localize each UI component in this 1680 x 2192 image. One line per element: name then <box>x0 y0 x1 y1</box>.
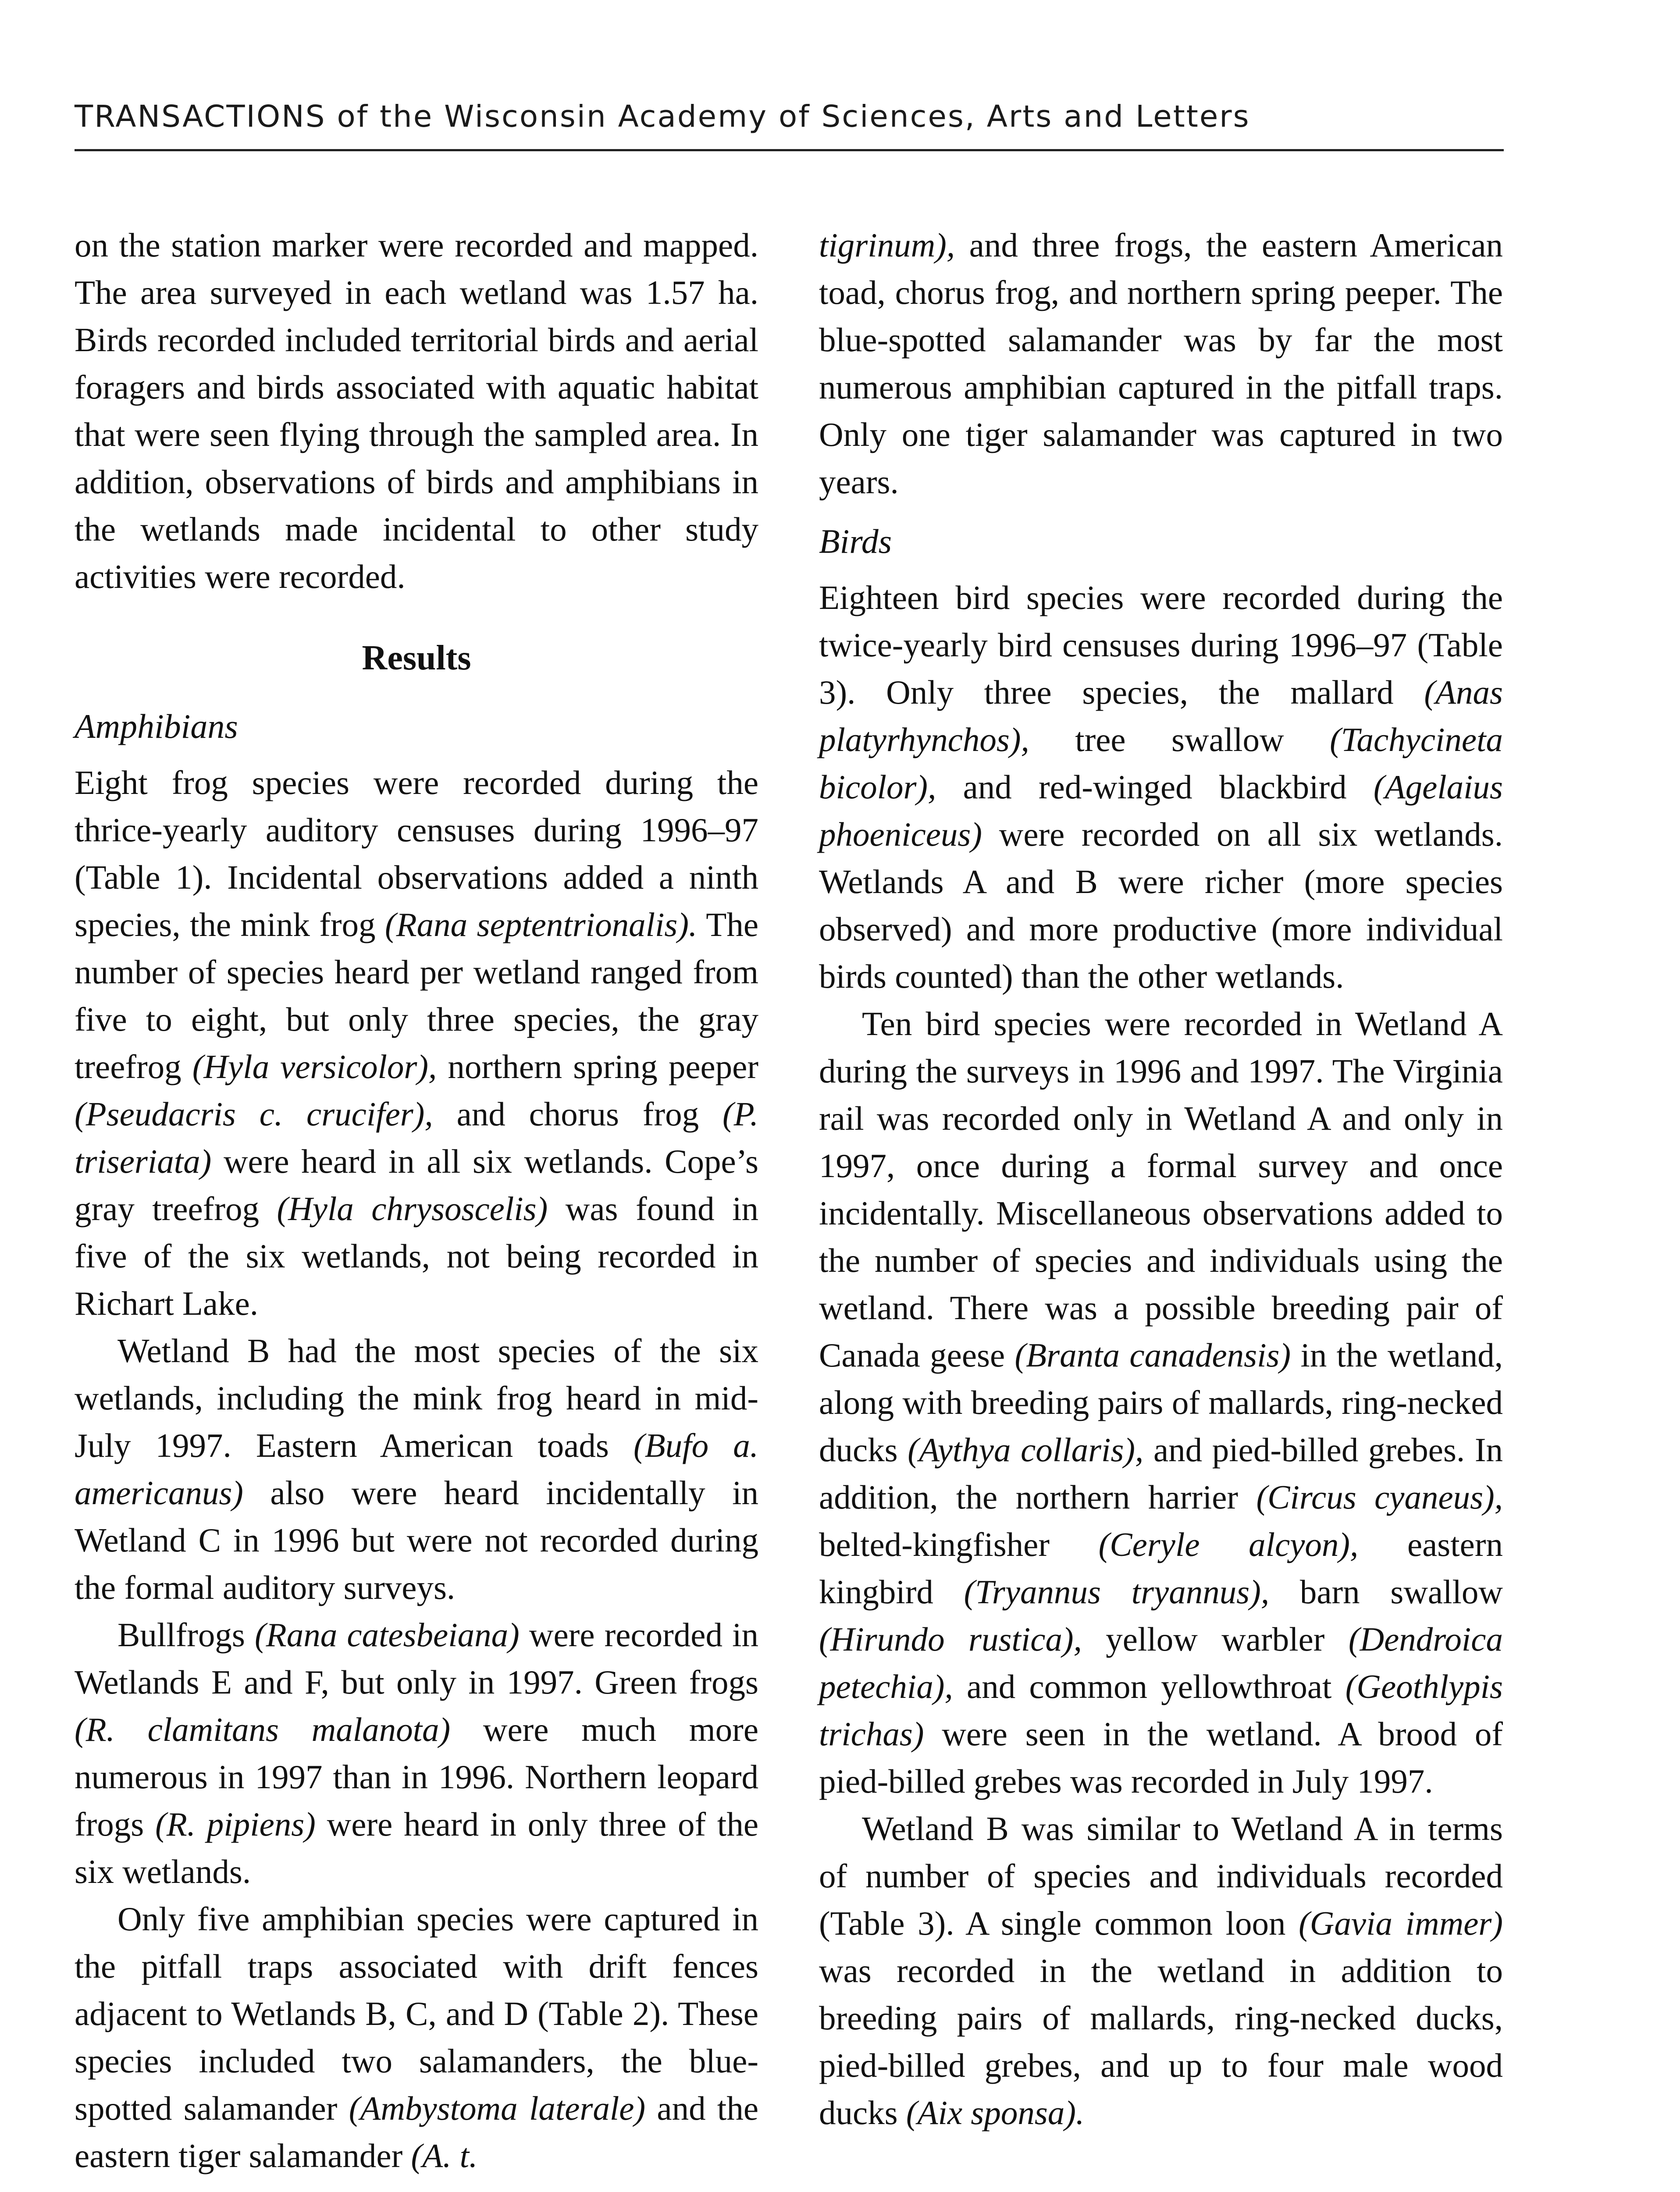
text-run: The number of species heard per wetland ranged from five to eight, but only three species, the gray treefrog <box>75 906 758 1085</box>
species-name: (R. pipiens) <box>155 1805 316 1843</box>
species-name: (Rana catesbeiana) <box>255 1616 520 1654</box>
paragraph-amphibians-4 <box>75 1895 758 2179</box>
text-run: were recorded on all six wetlands. Wetlands A and B were richer (more species observed) and more productive (more individual birds counted) than the other wetlands. <box>819 815 1503 995</box>
text-run: was found in five of the six wetlands, not being recorded in Richart Lake. <box>75 1190 758 1322</box>
species-name: (Rana septentrionalis). <box>385 906 698 943</box>
text-run: in the wetland, along with breeding pairs of mallards, ring-necked ducks <box>819 1336 1503 1469</box>
species-name: (Branta canadensis) <box>1014 1336 1291 1374</box>
text-run: were heard in all six wetlands. Cope’s gray treefrog <box>75 1142 758 1228</box>
paragraph-continuation <box>819 221 1503 505</box>
text-run: Ten bird species were recorded in Wetland A during the surveys in 1996 and 1997. The Virginia rail was recorded only in Wetland A and only in 1997, once during a formal survey and once incidentally. Miscellaneous observations added to the number of species and individuals using the wetland. There was a possible breeding pair of Canada geese <box>819 1005 1503 1374</box>
text-run: were much more numerous in 1997 than in 1996. Northern leopard frogs <box>75 1711 759 1843</box>
text-run: were seen in the wetland. A brood of pied-billed grebes was recorded in July 1997. <box>819 1715 1503 1800</box>
text-run: Eight frog species were recorded during the thrice-yearly auditory censuses during 1996–97 (Table 1). Incidental observations added a ninth species, the mink frog <box>75 764 758 943</box>
species-name: (Pseudacris c. crucifer), <box>75 1095 433 1133</box>
species-name: (Aythya collaris), <box>908 1431 1144 1469</box>
species-name: (Hyla chrysoscelis) <box>277 1190 548 1228</box>
left-column <box>75 221 758 2179</box>
text-run: was recorded in the wetland in addition to breeding pairs of mallards, ring-necked ducks, pied-billed grebes, and up to four male wood ducks <box>819 1952 1503 2132</box>
species-name: (Circus cyaneus), <box>1256 1478 1503 1516</box>
species-name: (Dendroica petechia), <box>819 1620 1503 1705</box>
species-name: (Ceryle alcyon), <box>1098 1526 1359 1563</box>
text-run: barn swallow <box>1269 1573 1503 1611</box>
running-header: TRANSACTIONS of the Wisconsin Academy of Sciences, Arts and Letters <box>75 99 1250 134</box>
intro-paragraph: on the station marker were recorded and mapped. The area surveyed in each wetland was 1.57 ha. Birds recorded included territorial birds and aerial foragers and birds associated with aquatic habitat that were seen flying through the sampled area. In addition, observations of birds and amphibians in the wetlands made incidental to other study activities were recorded. <box>75 226 758 595</box>
species-name: (A. t. <box>411 2137 478 2174</box>
species-name: (Anas platyrhynchos), <box>819 673 1503 758</box>
species-name: (Bufo a. americanus) <box>75 1427 758 1512</box>
species-name: (Hyla versicolor), <box>192 1048 437 1085</box>
section-title-results: Results <box>362 639 471 677</box>
species-name: (Ambystoma laterale) <box>349 2089 646 2127</box>
paragraph-birds-3 <box>819 1805 1503 2136</box>
text-run: tree swallow <box>1029 721 1330 758</box>
text-run: Bullfrogs <box>117 1616 255 1654</box>
species-name: tigrinum), <box>819 226 955 264</box>
species-name: (Hirundo rustica), <box>819 1620 1082 1658</box>
species-name: (Gavia immer) <box>1299 1904 1503 1942</box>
text-run: eastern kingbird <box>819 1526 1503 1611</box>
subhead-birds: Birds <box>819 522 892 560</box>
paragraph-birds-2 <box>819 1000 1503 1805</box>
header-rule <box>75 149 1504 151</box>
text-run: yellow warbler <box>1082 1620 1349 1658</box>
species-name: (Geothlypis trichas) <box>819 1668 1503 1753</box>
species-name: (Aix sponsa). <box>906 2094 1085 2132</box>
subhead-amphibians: Amphibians <box>75 707 238 745</box>
text-run: and red-winged blackbird <box>936 768 1374 806</box>
text-run: Only five amphibian species were captured in the pitfall traps associated with drift fences adjacent to Wetlands B, C, and D (Table 2). These species included two salamanders, the blue-spotted salamander <box>75 1900 758 2127</box>
text-run: were heard in only three of the six wetlands. <box>75 1805 759 1890</box>
text-run: and the eastern tiger salamander <box>75 2089 758 2174</box>
text-run: and chorus frog <box>433 1095 723 1133</box>
text-run: and pied-billed grebes. In addition, the northern harrier <box>819 1431 1503 1516</box>
species-name: (P. triseriata) <box>75 1095 758 1180</box>
text-run: Wetland B was similar to Wetland A in terms of number of species and individuals recorded (Table 3). A single common loon <box>819 1810 1503 1942</box>
text-run: and common yellowthroat <box>953 1668 1345 1705</box>
paragraph-amphibians-1 <box>75 759 758 1327</box>
species-name: (Agelaius phoeniceus) <box>819 768 1503 853</box>
text-run: and three frogs, the eastern American toad, chorus frog, and northern spring peeper. The blue-spotted salamander was by far the most numerous amphibian captured in the pitfall traps. Only one tiger salamander was captured in two years. <box>819 226 1503 501</box>
paragraph-birds-1 <box>819 574 1503 1000</box>
species-name: (Tachycineta bicolor), <box>819 721 1503 806</box>
species-name: (R. clamitans malanota) <box>75 1711 451 1748</box>
text-run: belted-kingfisher <box>819 1526 1099 1563</box>
text-run: also were heard incidentally in Wetland C in 1996 but were not recorded during the formal auditory surveys. <box>75 1474 758 1606</box>
text-run: Wetland B had the most species of the six wetlands, including the mink frog heard in mid-July 1997. Eastern American toads <box>75 1332 758 1464</box>
species-name: (Tryannus tryannus), <box>964 1573 1270 1611</box>
text-run: were recorded in Wetlands E and F, but only in 1997. Green frogs <box>75 1616 758 1701</box>
text-run: northern spring peeper <box>437 1048 758 1085</box>
right-column <box>819 221 1503 2136</box>
paragraph-amphibians-3 <box>75 1611 758 1895</box>
text-run: Eighteen bird species were recorded during the twice-yearly bird censuses during 1996–97 (Table 3). Only three species, the mallard <box>819 579 1503 711</box>
paragraph-amphibians-2 <box>75 1327 758 1611</box>
